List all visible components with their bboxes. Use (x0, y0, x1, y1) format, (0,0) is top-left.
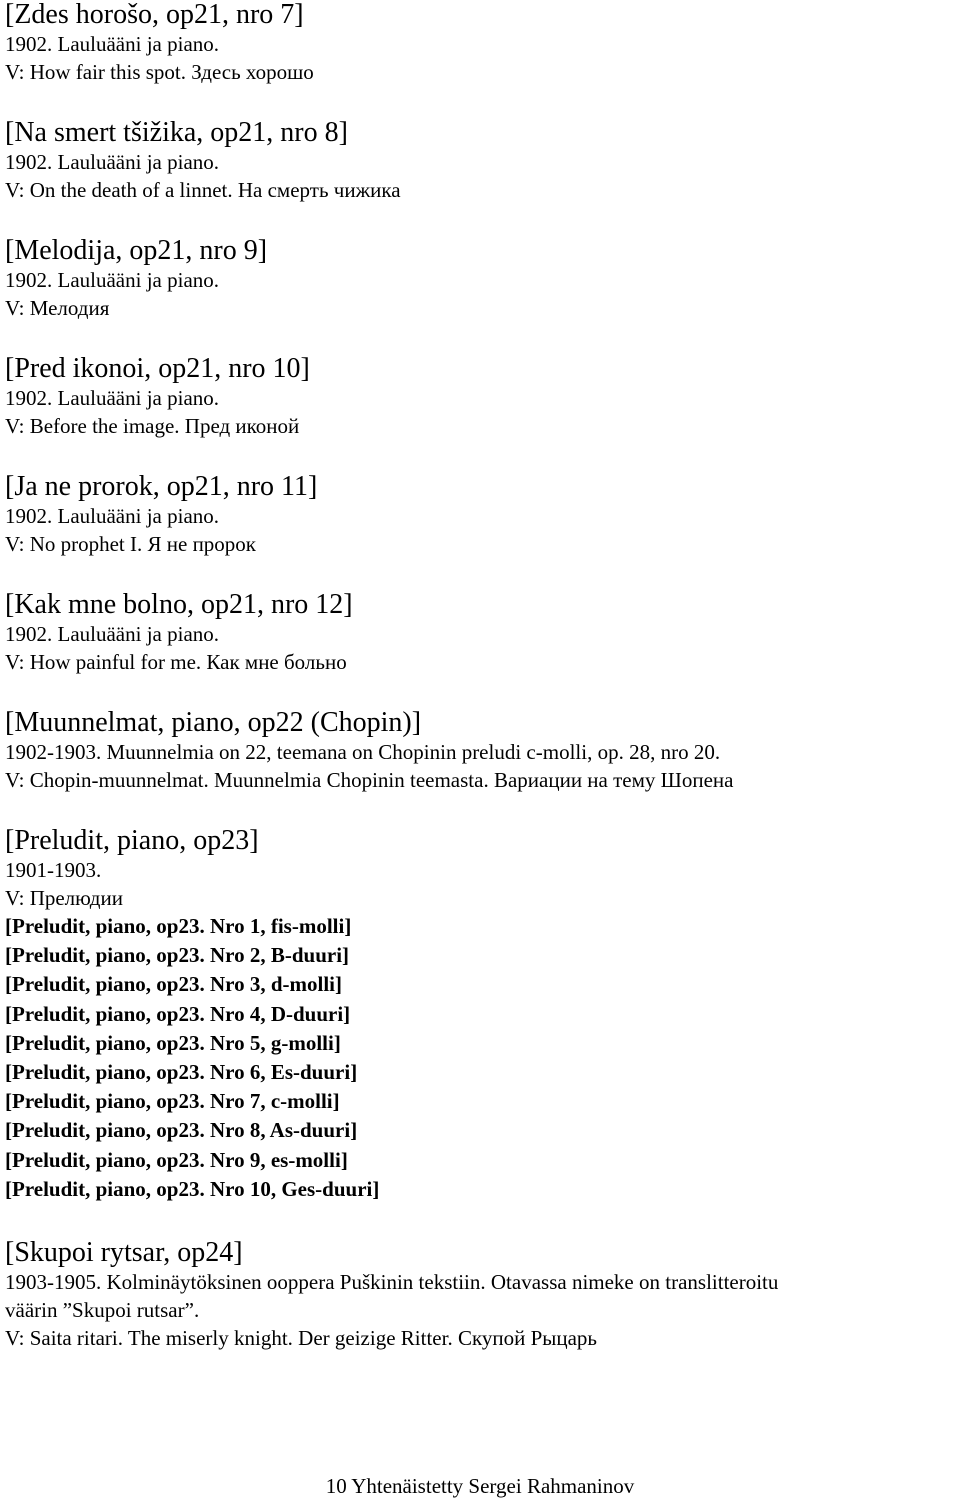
entry-title: [Muunnelmat, piano, op22 (Chopin)] (5, 707, 422, 738)
prelude-item: [Preludit, piano, op23. Nro 10, Ges-duuri] (5, 1176, 380, 1201)
entry-detail: 1902-1903. Muunnelmia on 22, teemana on Chopinin preludi c-molli, op. 28, nro 20. (5, 740, 721, 764)
entry-variants: V: How painful for me. Как мне больно (5, 650, 347, 674)
entry-detail: 1902. Lauluääni ja piano. (5, 622, 220, 646)
document-page (5, 0, 960, 1352)
entry-pred-ikonoi (5, 354, 960, 440)
entry-detail: 1903-1905. Kolminäytöksinen ooppera Puškinin tekstiin. Otavassa nimeke on translitteroitu (5, 1270, 779, 1295)
entry-variants: V: Before the image. Пред иконой (5, 414, 300, 438)
prelude-item: [Preludit, piano, op23. Nro 7, c-molli] (5, 1089, 340, 1114)
prelude-item: [Preludit, piano, op23. Nro 9, es-molli] (5, 1147, 348, 1172)
entry-muunnelmat-chopin (5, 708, 960, 794)
entry-variants: V: No prophet I. Я не пророк (5, 532, 257, 556)
entry-detail: 1902. Lauluääni ja piano. (5, 386, 220, 410)
entry-na-smert-tsizika (5, 118, 960, 204)
entry-title: [Kak mne bolno, op21, nro 12] (5, 589, 353, 620)
entry-ja-ne-prorok (5, 472, 960, 558)
entry-title: [Skupoi rytsar, op24] (5, 1237, 243, 1269)
entry-variants: V: Мелодия (5, 296, 110, 320)
page-footer: 10 Yhtenäistetty Sergei Rahmaninov (325, 1474, 635, 1498)
prelude-item: [Preludit, piano, op23. Nro 8, As-duuri] (5, 1118, 358, 1143)
entry-detail: 1902. Lauluääni ja piano. (5, 150, 220, 174)
prelude-item: [Preludit, piano, op23. Nro 5, g-molli] (5, 1030, 341, 1055)
entry-title: [Pred ikonoi, op21, nro 10] (5, 353, 310, 384)
prelude-list (5, 912, 960, 1204)
entry-variants: V: Прелюдии (5, 886, 123, 910)
entry-title: [Ja ne prorok, op21, nro 11] (5, 471, 318, 502)
entry-detail: 1902. Lauluääni ja piano. (5, 268, 220, 292)
entry-title: [Zdes horošo, op21, nro 7] (5, 0, 304, 30)
entry-zdes-horoso (5, 0, 960, 86)
entry-variants: V: Saita ritari. The miserly knight. Der geizige Ritter. Скупой Рыцарь (5, 1326, 598, 1351)
entry-detail: 1902. Lauluääni ja piano. (5, 32, 220, 56)
prelude-item: [Preludit, piano, op23. Nro 2, B-duuri] (5, 943, 350, 968)
entry-melodija (5, 236, 960, 322)
entry-title: [Melodija, op21, nro 9] (5, 235, 268, 266)
entry-variants: V: How fair this spot. Здесь хорошо (5, 60, 314, 84)
entry-detail: 1902. Lauluääni ja piano. (5, 504, 220, 528)
entry-variants: V: Chopin-muunnelmat. Muunnelmia Chopinin teemasta. Вариации на тему Шопена (5, 768, 734, 792)
entry-title: [Na smert tšižika, op21, nro 8] (5, 117, 348, 148)
prelude-item: [Preludit, piano, op23. Nro 4, D-duuri] (5, 1001, 351, 1026)
prelude-item: [Preludit, piano, op23. Nro 1, fis-molli] (5, 914, 352, 938)
entry-preludit-op23 (5, 826, 960, 1204)
entry-kak-mne-bolno (5, 590, 960, 676)
prelude-item: [Preludit, piano, op23. Nro 3, d-molli] (5, 972, 342, 997)
prelude-item: [Preludit, piano, op23. Nro 6, Es-duuri] (5, 1060, 358, 1085)
entry-detail-continued: väärin ”Skupoi rutsar”. (5, 1298, 200, 1323)
entry-title: [Preludit, piano, op23] (5, 825, 259, 856)
entry-skupoi-rytsar (5, 1238, 960, 1352)
entry-variants: V: On the death of a linnet. На смерть чижика (5, 178, 401, 202)
entry-detail: 1901-1903. (5, 858, 102, 882)
